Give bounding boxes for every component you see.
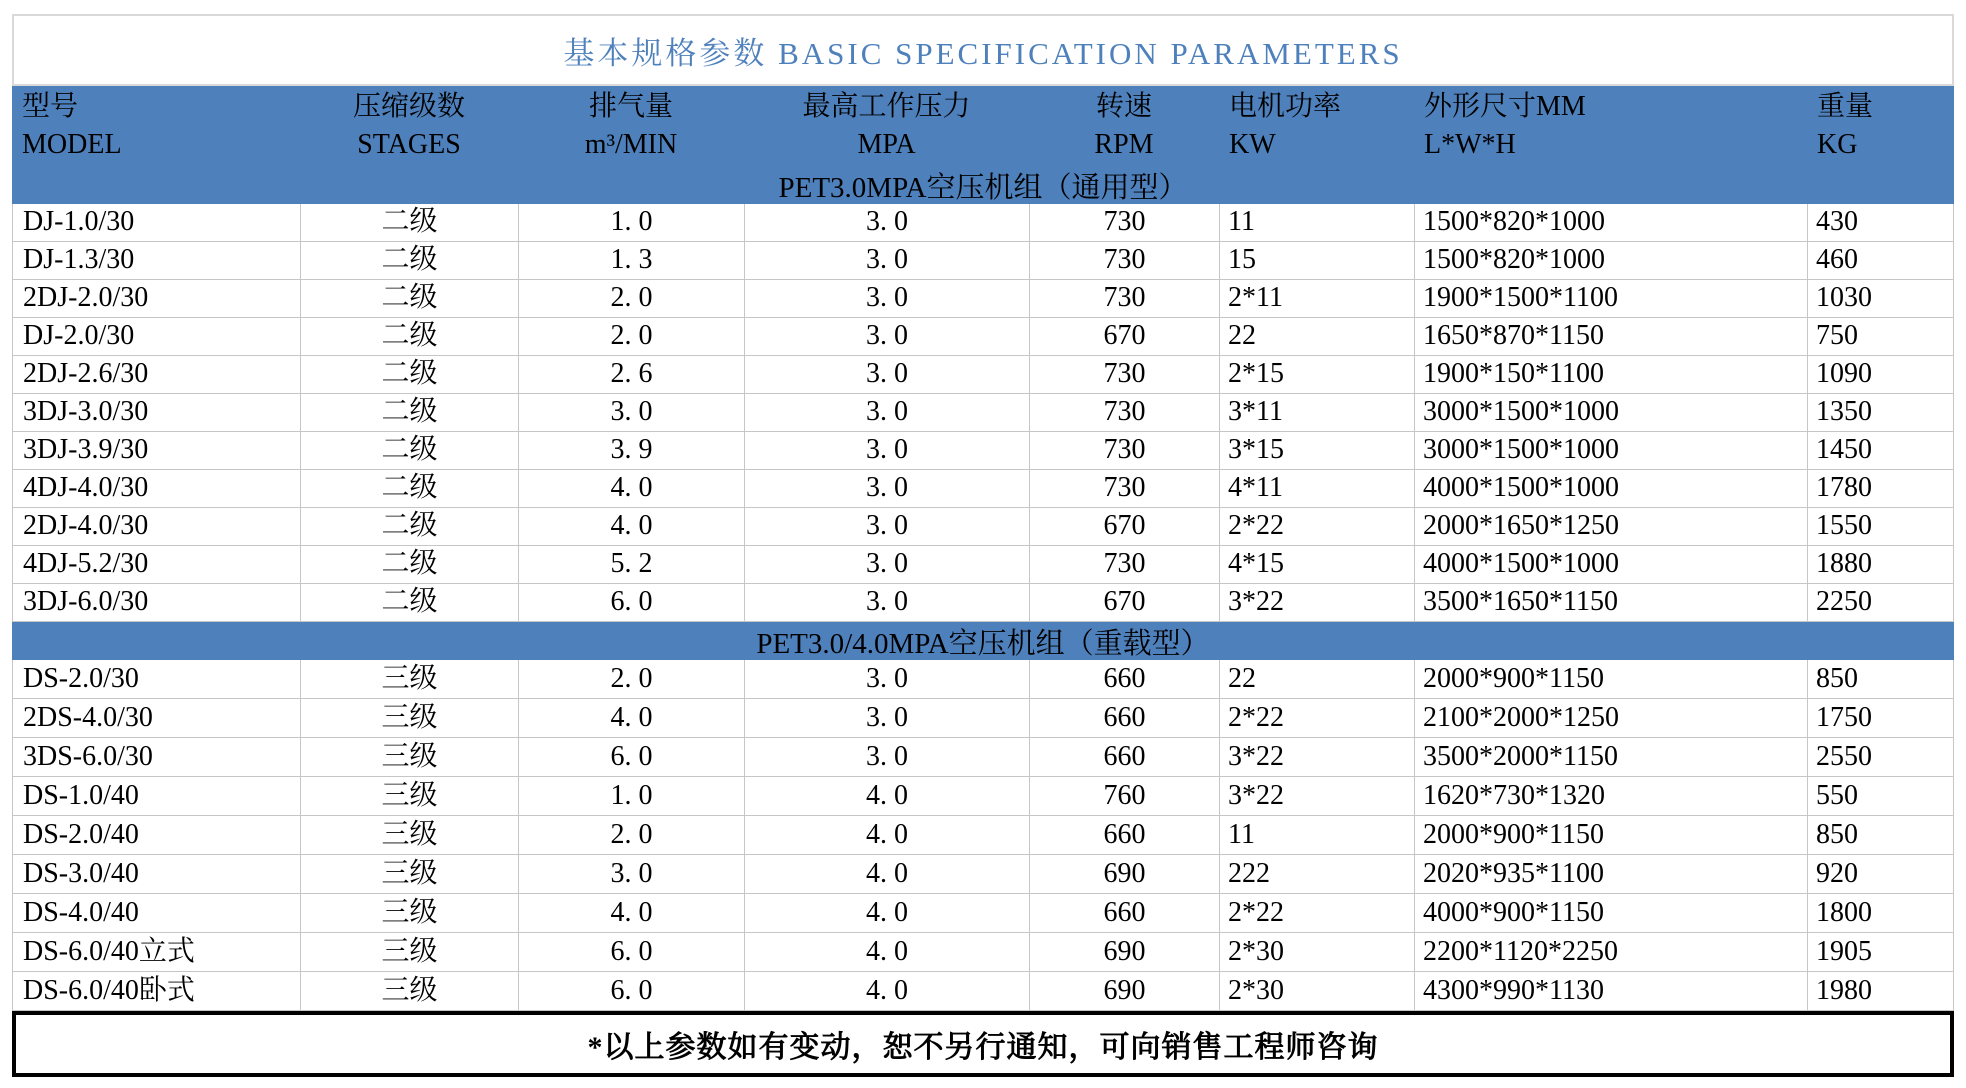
table-row [12,204,1954,242]
table-cell: 6. 0 [519,738,745,777]
table-cell: 3. 9 [519,432,745,470]
column-header-motor-power-en: KW [1229,129,1276,160]
table-row [12,933,1954,972]
table-cell: 二级 [301,546,519,584]
table-cell: 2*15 [1220,356,1415,394]
table-cell: 4. 0 [745,777,1030,816]
table-cell: 3DJ-6.0/30 [13,584,301,622]
table-cell: 3000*1500*1000 [1415,432,1808,470]
column-header-model [12,88,300,166]
table-cell: 3. 0 [745,660,1030,699]
table-cell: 三级 [301,855,519,894]
table-cell: 2*30 [1220,933,1415,972]
table-cell: 3000*1500*1000 [1415,394,1808,432]
table-cell: 3. 0 [745,356,1030,394]
table-cell: 750 [1808,318,1954,356]
table-cell: 二级 [301,242,519,280]
table-cell: 4. 0 [519,699,745,738]
table-cell: 2000*900*1150 [1415,816,1808,855]
table-cell: 2*22 [1220,894,1415,933]
column-header-speed-en: RPM [1094,129,1154,160]
table-cell: DS-3.0/40 [13,855,301,894]
table-cell: 730 [1030,432,1220,470]
table-cell: 3*22 [1220,777,1415,816]
table-cell: 2100*2000*1250 [1415,699,1808,738]
table-row [12,855,1954,894]
table-cell: 3*11 [1220,394,1415,432]
table-cell: 1905 [1808,933,1954,972]
table-cell: 4000*900*1150 [1415,894,1808,933]
table-cell: 2. 0 [519,816,745,855]
table-cell: 2020*935*1100 [1415,855,1808,894]
table-cell: 三级 [301,777,519,816]
table-row [12,280,1954,318]
table-cell: DS-6.0/40立式 [13,933,301,972]
table-cell: 2000*1650*1250 [1415,508,1808,546]
table-cell: 4. 0 [745,894,1030,933]
table-cell: 二级 [301,470,519,508]
column-header-model-zh: 型号 [22,91,79,122]
table-cell: 670 [1030,318,1220,356]
table-cell: 1800 [1808,894,1954,933]
table-cell: 690 [1030,855,1220,894]
table-row [12,660,1954,699]
table-cell: 1620*730*1320 [1415,777,1808,816]
footer-disclaimer: *以上参数如有变动，恕不另行通知，可向销售工程师咨询 [12,1011,1954,1077]
table-cell: 4. 0 [519,894,745,933]
table-cell: 4*15 [1220,546,1415,584]
table-cell: 2250 [1808,584,1954,622]
table-cell: 二级 [301,432,519,470]
table-row [12,546,1954,584]
table-cell: 6. 0 [519,933,745,972]
table-cell: 730 [1030,546,1220,584]
column-header-max-pressure [744,88,1029,166]
page-title: 基本规格参数 BASIC SPECIFICATION PARAMETERS [12,14,1954,86]
table-cell: 1750 [1808,699,1954,738]
table-cell: 二级 [301,280,519,318]
column-header-model-en: MODEL [22,129,122,160]
table-cell: DJ-1.0/30 [13,204,301,242]
table-cell: 1880 [1808,546,1954,584]
table-cell: 3*22 [1220,738,1415,777]
table-cell: 690 [1030,933,1220,972]
table-cell: DJ-1.3/30 [13,242,301,280]
table-cell: 3. 0 [745,738,1030,777]
table-cell: 三级 [301,972,519,1011]
table-row [12,470,1954,508]
table-cell: 1. 0 [519,204,745,242]
table-cell: 1030 [1808,280,1954,318]
table-cell: 4000*1500*1000 [1415,470,1808,508]
table-cell: 1980 [1808,972,1954,1011]
table-cell: 690 [1030,972,1220,1011]
table-cell: 4DJ-5.2/30 [13,546,301,584]
column-header-stages-en: STAGES [357,129,461,160]
table-cell: 670 [1030,584,1220,622]
table-cell: 二级 [301,508,519,546]
table-cell: 660 [1030,699,1220,738]
column-header-stages-zh: 压缩级数 [352,91,465,122]
table-cell: DS-4.0/40 [13,894,301,933]
table-cell: 二级 [301,356,519,394]
table-cell: 4000*1500*1000 [1415,546,1808,584]
table-cell: 三级 [301,816,519,855]
table-cell: 6. 0 [519,584,745,622]
table-cell: 1550 [1808,508,1954,546]
table-row [12,699,1954,738]
table-cell: 三级 [301,699,519,738]
table-cell: 1350 [1808,394,1954,432]
column-header-displacement-zh: 排气量 [588,91,673,122]
column-header-stages [300,88,518,166]
table-cell: 3. 0 [745,204,1030,242]
table-cell: 3. 0 [745,318,1030,356]
table-cell: 4. 0 [745,972,1030,1011]
column-header-speed-zh: 转速 [1095,91,1152,122]
table-cell: 660 [1030,738,1220,777]
table-cell: 2*11 [1220,280,1415,318]
table-cell: 3*15 [1220,432,1415,470]
column-header-dimensions-zh: 外形尺寸MM [1424,91,1586,122]
table-cell: 二级 [301,394,519,432]
table-row [12,394,1954,432]
table-cell: 2. 0 [519,318,745,356]
spec-table [12,14,1954,1077]
table-cell: 4DJ-4.0/30 [13,470,301,508]
table-cell: 3500*2000*1150 [1415,738,1808,777]
table-cell: 1. 3 [519,242,745,280]
column-header-weight [1807,88,1954,166]
table-cell: 222 [1220,855,1415,894]
table-cell: 11 [1220,816,1415,855]
table-row [12,356,1954,394]
table-cell: 1. 0 [519,777,745,816]
table-row [12,894,1954,933]
table-cell: 460 [1808,242,1954,280]
table-row [12,972,1954,1011]
table-cell: 1780 [1808,470,1954,508]
table-cell: 550 [1808,777,1954,816]
table-cell: 730 [1030,242,1220,280]
column-header-displacement-en: m³/MIN [584,129,678,160]
table-cell: DS-2.0/30 [13,660,301,699]
table-cell: 二级 [301,318,519,356]
table-cell: 4300*990*1130 [1415,972,1808,1011]
column-header-motor-power-zh: 电机功率 [1229,91,1342,122]
table-cell: 4. 0 [519,470,745,508]
table-row [12,432,1954,470]
column-header-max-pressure-zh: 最高工作压力 [802,91,971,122]
section-band-heavy-duty: PET3.0/4.0MPA空压机组（重载型） [12,622,1954,660]
table-cell: 3DJ-3.9/30 [13,432,301,470]
table-cell: 730 [1030,356,1220,394]
column-header-dimensions [1414,88,1807,166]
table-cell: 二级 [301,584,519,622]
table-cell: 3. 0 [745,394,1030,432]
table-cell: DS-1.0/40 [13,777,301,816]
table-cell: 2*22 [1220,508,1415,546]
table-row [12,777,1954,816]
table-cell: 730 [1030,394,1220,432]
table-header-row [12,86,1954,166]
table-cell: 3DJ-3.0/30 [13,394,301,432]
table-cell: 3. 0 [745,508,1030,546]
table-cell: 4. 0 [519,508,745,546]
table-cell: 660 [1030,816,1220,855]
table-cell: 6. 0 [519,972,745,1011]
table-cell: 660 [1030,894,1220,933]
column-header-weight-zh: 重量 [1817,91,1874,122]
table-cell: 730 [1030,204,1220,242]
table-cell: 2*30 [1220,972,1415,1011]
table-cell: 1650*870*1150 [1415,318,1808,356]
table-cell: 2550 [1808,738,1954,777]
table-cell: 4. 0 [745,855,1030,894]
column-header-weight-en: KG [1817,129,1858,160]
table-cell: 730 [1030,470,1220,508]
table-cell: 3. 0 [745,280,1030,318]
table-row [12,584,1954,622]
table-cell: 2*22 [1220,699,1415,738]
table-cell: 三级 [301,933,519,972]
table-row [12,508,1954,546]
table-cell: 3. 0 [745,546,1030,584]
table-cell: 22 [1220,660,1415,699]
table-cell: 1900*150*1100 [1415,356,1808,394]
table-cell: 2. 0 [519,660,745,699]
column-header-motor-power [1219,88,1414,166]
section-band-general: PET3.0MPA空压机组（通用型） [12,166,1954,204]
table-cell: 3. 0 [519,855,745,894]
table-cell: 3. 0 [745,470,1030,508]
table-cell: 670 [1030,508,1220,546]
table-cell: 1450 [1808,432,1954,470]
section-rows-general [12,204,1954,622]
table-cell: 三级 [301,660,519,699]
table-cell: 三级 [301,894,519,933]
table-cell: 2DS-4.0/30 [13,699,301,738]
table-cell: DS-6.0/40卧式 [13,972,301,1011]
table-cell: 2. 6 [519,356,745,394]
table-cell: DS-2.0/40 [13,816,301,855]
table-cell: 850 [1808,816,1954,855]
table-cell: 3. 0 [745,584,1030,622]
table-cell: 2000*900*1150 [1415,660,1808,699]
table-cell: DJ-2.0/30 [13,318,301,356]
table-cell: 5. 2 [519,546,745,584]
column-header-displacement [518,88,744,166]
table-cell: 3. 0 [745,432,1030,470]
section-rows-heavy-duty [12,660,1954,1011]
table-header [12,86,1954,204]
table-cell: 3. 0 [519,394,745,432]
table-cell: 730 [1030,280,1220,318]
table-cell: 2DJ-2.0/30 [13,280,301,318]
table-cell: 3. 0 [745,699,1030,738]
table-cell: 三级 [301,738,519,777]
table-cell: 3. 0 [745,242,1030,280]
table-row [12,738,1954,777]
table-cell: 760 [1030,777,1220,816]
table-cell: 二级 [301,204,519,242]
table-cell: 1500*820*1000 [1415,204,1808,242]
table-cell: 3500*1650*1150 [1415,584,1808,622]
table-row [12,318,1954,356]
table-cell: 4. 0 [745,816,1030,855]
table-cell: 920 [1808,855,1954,894]
table-cell: 660 [1030,660,1220,699]
table-cell: 2200*1120*2250 [1415,933,1808,972]
table-cell: 11 [1220,204,1415,242]
table-row [12,816,1954,855]
table-cell: 850 [1808,660,1954,699]
table-cell: 2DJ-4.0/30 [13,508,301,546]
table-cell: 4. 0 [745,933,1030,972]
table-cell: 15 [1220,242,1415,280]
column-header-max-pressure-en: MPA [857,129,916,160]
table-cell: 4*11 [1220,470,1415,508]
column-header-dimensions-en: L*W*H [1424,129,1516,160]
table-cell: 2DJ-2.6/30 [13,356,301,394]
table-cell: 1500*820*1000 [1415,242,1808,280]
table-cell: 1900*1500*1100 [1415,280,1808,318]
table-cell: 430 [1808,204,1954,242]
table-cell: 22 [1220,318,1415,356]
table-cell: 3DS-6.0/30 [13,738,301,777]
table-cell: 1090 [1808,356,1954,394]
table-cell: 3*22 [1220,584,1415,622]
column-header-speed [1029,88,1219,166]
table-row [12,242,1954,280]
table-cell: 2. 0 [519,280,745,318]
